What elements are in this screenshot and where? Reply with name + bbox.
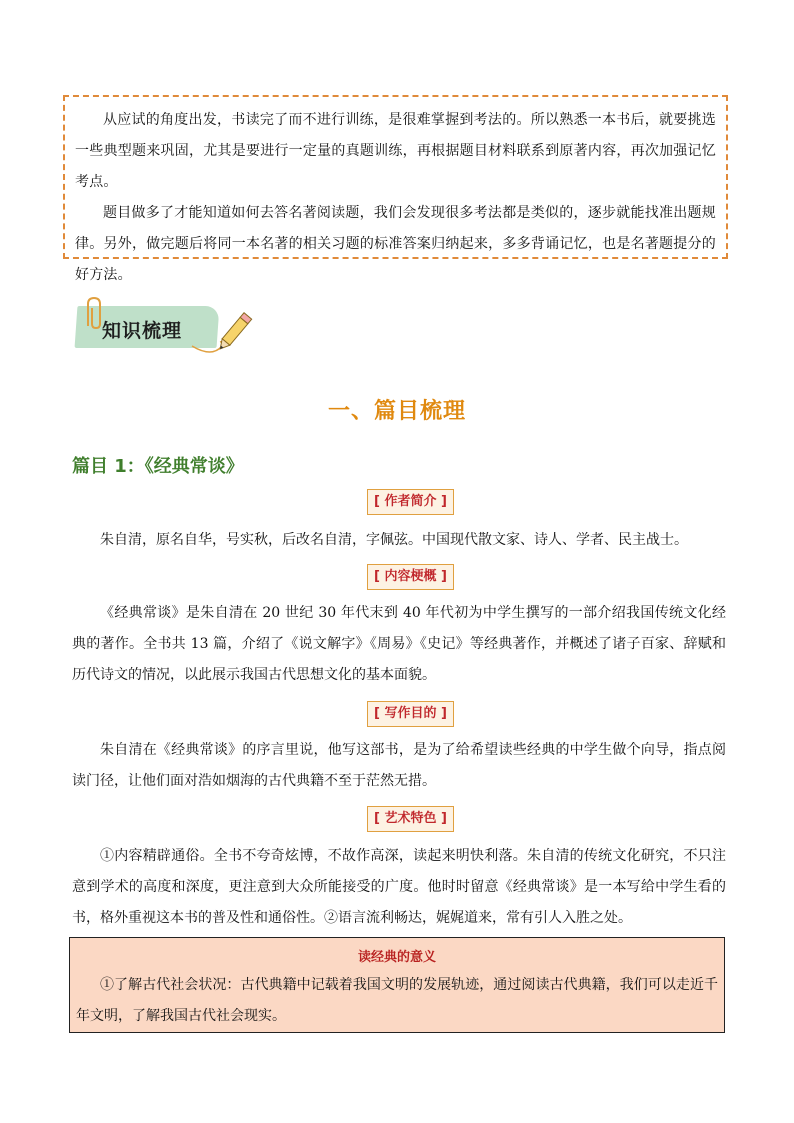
summary-tag: [ 内容梗概 ] (367, 564, 454, 590)
intro-box (63, 95, 728, 283)
art-tag: [ 艺术特色 ] (367, 806, 454, 832)
pencil-icon (216, 313, 251, 352)
info-box-title: 读经典的意义 (357, 950, 436, 965)
author-tag: [ 作者简介 ] (367, 489, 454, 515)
intro-paragraph-1: 从应试的角度出发，书读完了而不进行训练，是很难掌握到考法的。所以熟悉一本书后，就要挑选一些典型题来巩固，尤其是要进行一定量的真题训练，再根据题目材料联系到原著内容，再次加强记忆考点。 (75, 112, 716, 190)
section-title: 一、篇目梳理 (327, 399, 466, 424)
info-box (69, 937, 725, 1033)
banner-label: 知识梳理 (102, 320, 183, 342)
intro-paragraph-2: 题目做多了才能知道如何去答名著阅读题，我们会发现很多考法都是类似的，逐步就能找准出题规律。另外，做完题后将同一本名著的相关习题的标准答案归纳起来，多多背诵记忆，也是名著题提分的好方法。 (75, 205, 716, 283)
paperclip-icon (88, 298, 100, 328)
author-text: 朱自清，原名自华，号实秋，后改名自清，字佩弦。中国现代散文家、诗人、学者、民主战士。 (100, 532, 688, 548)
knowledge-banner (72, 296, 262, 364)
purpose-text: 朱自清在《经典常谈》的序言里说，他写这部书，是为了给希望读些经典的中学生做个向导，指点阅读门径，让他们面对浩如烟海的古代典籍不至于茫然无措。 (72, 742, 726, 789)
art-text: ①内容精辟通俗。全书不夸奇炫博，不故作高深，读起来明快利落。朱自清的传统文化研究，不只注意到学术的高度和深度，更注意到大众所能接受的广度。他时时留意《经典常谈》是一本写给中学生看的书，格外重视这本书的普及性和通俗性。②语言流利畅达，娓娓道来，常有引人入胜之处。 (72, 848, 726, 926)
chapter-heading: 篇目 1：《经典常谈》 (72, 456, 244, 477)
summary-text: 《经典常谈》是朱自清在 20 世纪 30 年代末到 40 年代初为中学生撰写的一部介绍我国传统文化经典的著作。全书共 13 篇，介绍了《说文解字》《周易》《史记》等经典著作，并概述了诸子百家、辞赋和历代诗文的情况，以此展示我国古代思想文化的基本面貌。 (72, 605, 726, 683)
purpose-tag: [ 写作目的 ] (367, 701, 454, 727)
info-box-text: ①了解古代社会状况：古代典籍中记载着我国文明的发展轨迹，通过阅读古代典籍，我们可以走近千年文明，了解我国古代社会现实。 (76, 977, 718, 1024)
